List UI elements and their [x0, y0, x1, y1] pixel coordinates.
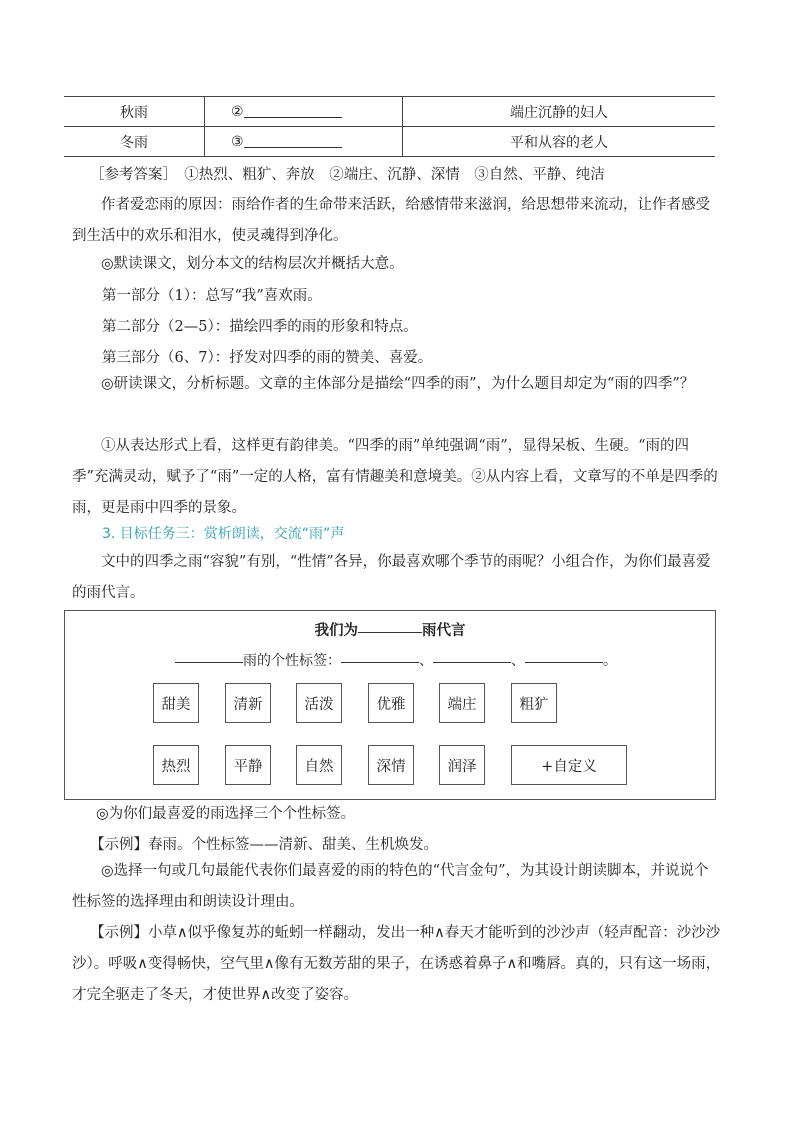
tag-rough[interactable]: 粗犷	[511, 683, 557, 723]
tag-blank[interactable]	[341, 661, 419, 663]
description-cell: 平和从容的老人	[403, 127, 716, 157]
season-table	[64, 96, 715, 157]
select-quote-task: ◎选择一句或几句最能代表你们最喜爱的雨的特色的“代言金句”，为其设计朗读脚本，并说说个性标签的选择理由和朗读设计理由。	[72, 863, 709, 910]
season-blank[interactable]	[358, 631, 422, 633]
example-label: 【示例】	[90, 925, 148, 941]
tag-nourishing[interactable]: 润泽	[439, 745, 485, 785]
tag-fervent[interactable]: 热烈	[153, 745, 199, 785]
tag-affectionate[interactable]: 深情	[368, 745, 414, 785]
title-answer: ①从表达形式上看，这样更有韵律美。“四季的雨”单纯强调“雨”，显得呆板、生硬。“雨的四季”充满灵动，赋予了“雨”一定的人格，富有情趣美和意境美。②从内容上看，文章写的不单是四季的雨，更是雨中四季的景象。	[72, 438, 718, 516]
select-tags-task: ◎为你们最喜爱的雨选择三个个性标签。	[96, 806, 356, 822]
tag-blank[interactable]	[433, 661, 511, 663]
table-row	[64, 97, 715, 127]
tag-dignified[interactable]: 端庄	[439, 683, 485, 723]
table-row	[64, 127, 715, 157]
part-one: 第一部分（1）：总写“我”喜欢雨。	[102, 288, 322, 304]
box-title: 我们为 雨代言	[314, 622, 466, 639]
task-structure: ◎默读课文，划分本文的结构层次并概括大意。	[101, 256, 404, 272]
example-label: 【示例】	[90, 837, 148, 853]
spokesperson-box	[64, 610, 716, 800]
tag-elegant[interactable]: 优雅	[368, 683, 414, 723]
tag-lively[interactable]: 活泼	[296, 683, 342, 723]
goal-three-text: 文中的四季之雨“容貌”有别，“性情”各异，你最喜欢哪个季节的雨呢？小组合作，为你们最喜爱的雨代言。	[72, 554, 711, 601]
task-title: ◎研读课文，分析标题。文章的主体部分是描绘“四季的雨”，为什么题目却定为“雨的四季”？	[101, 376, 695, 392]
part-three: 第三部分（6、7）：抒发对四季的雨的赞美、喜爱。	[102, 350, 433, 366]
tag-sweet[interactable]: 甜美	[153, 683, 199, 723]
season-cell: 秋雨	[64, 97, 205, 127]
goal-three-heading: 3. 目标任务三：赏析朗读，交流“雨”声	[102, 526, 345, 542]
reason-paragraph: 作者爱恋雨的原因：雨给作者的生命带来活跃，给感情带来滋润，给思想带来流动，让作者感受到生活中的欢乐和泪水，使灵魂得到净化。	[72, 197, 710, 244]
season-blank[interactable]	[175, 661, 243, 663]
blank-number: ③	[231, 133, 244, 150]
part-two: 第二部分（2—5）：描绘四季的雨的形象和特点。	[102, 319, 418, 335]
example-two: 【示例】小草∧似乎像复苏的蚯蚓一样翻动，发出一种∧春天才能听到的沙沙声（轻声配音：沙沙沙沙）。呼吸∧变得畅快，空气里∧像有无数芳甜的果子，在诱惑着鼻子∧和嘴唇。真的，只有这一场雨，才完全驱走了冬天，才使世界∧改变了姿容。	[72, 925, 721, 1003]
tag-fresh[interactable]: 清新	[225, 683, 271, 723]
answer-blank-cell	[205, 97, 403, 127]
blank-number: ②	[231, 103, 244, 120]
description-cell: 端庄沉静的妇人	[403, 97, 716, 127]
reference-answer: ［参考答案］ ①热烈、粗犷、奔放 ②端庄、沉静、深情 ③自然、平静、纯洁	[90, 167, 605, 183]
tags-line: 雨的个性标签： 、 、 。	[175, 650, 617, 670]
example-one: 【示例】春雨。个性标签——清新、甜美、生机焕发。	[90, 837, 438, 853]
season-cell: 冬雨	[64, 127, 205, 157]
answer-blank-cell	[205, 127, 403, 157]
tag-blank[interactable]	[525, 661, 603, 663]
fill-blank[interactable]	[244, 116, 342, 118]
custom-tag-button[interactable]: +自定义	[511, 745, 627, 785]
tag-calm[interactable]: 平静	[225, 745, 271, 785]
tag-natural[interactable]: 自然	[296, 745, 342, 785]
fill-blank[interactable]	[244, 146, 342, 148]
